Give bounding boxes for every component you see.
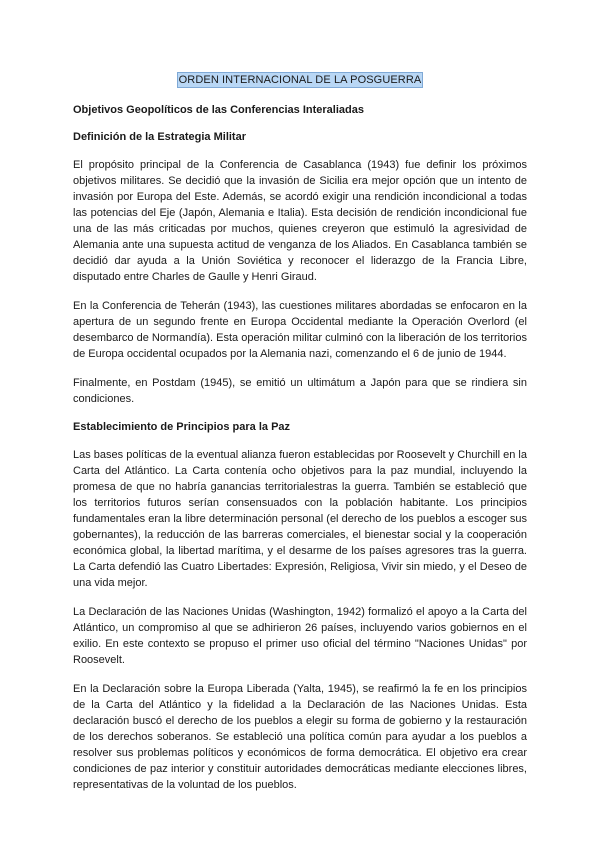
section-heading-military-strategy: Definición de la Estrategia Militar — [73, 131, 246, 143]
paragraph-liberated-europe: En la Declaración sobre la Europa Liberada (Yalta, 1945), se reafirmó la fe en los principios de la Carta del Atlántico y la fidelidad a la Declaración de las Naciones Unidas. Esta declaración buscó el derecho de los pueblos a elegir su forma de gobierno y la restauración de los derechos soberanos. Se estableció una política común para ayudar a los pueblos a resolver sus problemas políticos y económicos de forma democrática. El objetivo era crear condiciones de paz interior y constituir autoridades democráticas mediante elecciones libres, representativas de la voluntad de los pueblos. — [73, 683, 527, 791]
title-container — [73, 70, 527, 88]
paragraph-united-nations-declaration: La Declaración de las Naciones Unidas (Washington, 1942) formalizó el apoyo a la Carta del Atlántico, un compromiso al que se adhirieron 26 países, incluyendo varios gobiernos en el exilio. En este contexto se propuso el primer uso oficial del término "Naciones Unidas" por Roosevelt. — [73, 606, 527, 666]
paragraph-casablanca: El propósito principal de la Conferencia de Casablanca (1943) fue definir los próximos objetivos militares. Se decidió que la invasión de Sicilia era mejor opción que un intento de invasión por Europa del Este. Además, se acordó exigir una rendición incondicional a todas las potencias del Eje (Japón, Alemania e Italia). Esta decisión de rendición incondicional fue una de las más criticadas por muchos, quienes creyeron que estimuló la agresividad de Alemania ante una supuesta actitud de venganza de los Aliados. En Casablanca también se decidió dar ayuda a la Unión Soviética y reconocer el liderazgo de la Francia Libre, disputado entre Charles de Gaulle y Henri Giraud. — [73, 159, 527, 283]
document-title[interactable]: ORDEN INTERNACIONAL DE LA POSGUERRA — [178, 74, 422, 86]
paragraph-teheran: En la Conferencia de Teherán (1943), las cuestiones militares abordadas se enfocaron en la apertura de un segundo frente en Europa Occidental mediante la Operación Overlord (el desembarco de Normandía). Esta operación militar culminó con la liberación de los territorios de Europa occidental ocupados por la Alemania nazi, comenzando el 6 de junio de 1944. — [73, 300, 527, 360]
paragraph-atlantic-charter: Las bases políticas de la eventual alianza fueron establecidas por Roosevelt y Churchill en la Carta del Atlántico. La Carta contenía ocho objetivos para la paz mundial, incluyendo la promesa de que no habría ganancias territorialestras la guerra. También se estableció que los territorios futuros serían consensuados con la población habitante. Los principios fundamentales eran la libre determinación personal (el derecho de los pueblos a escoger sus gobernantes), la reducción de las barreras comerciales, el bienestar social y la cooperación económica global, la libertad marítima, y el desarme de los países agresores tras la guerra. La Carta defendió las Cuatro Libertades: Expresión, Religiosa, Vivir sin miedo, y el Deseo de una vida mejor. — [73, 449, 527, 589]
document-page — [73, 70, 527, 806]
section-heading-geopolitical-objectives: Objetivos Geopolíticos de las Conferencias Interaliadas — [73, 104, 364, 116]
section-heading-peace-principles: Establecimiento de Principios para la Paz — [73, 421, 291, 433]
paragraph-postdam: Finalmente, en Postdam (1945), se emitió un ultimátum a Japón para que se rindiera sin condiciones. — [73, 377, 527, 405]
